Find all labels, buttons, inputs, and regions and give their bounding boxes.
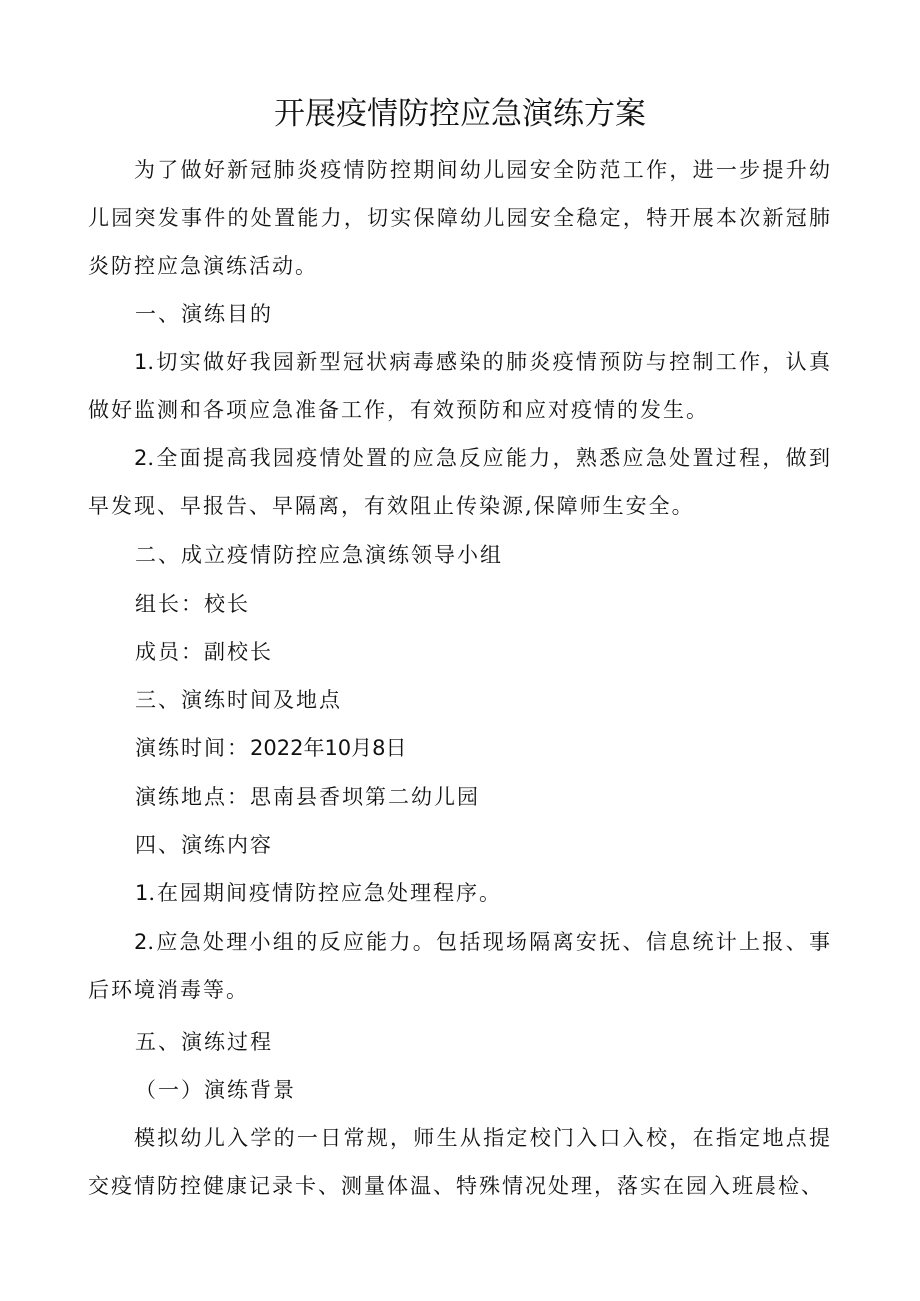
time-label: 演练时间： (135, 736, 250, 760)
members-line: 成员：副校长 (135, 640, 273, 664)
section1-item2-number: 2 (134, 446, 148, 470)
section4-heading: 四、演练内容 (135, 833, 273, 857)
background-paragraph: 模拟幼儿入学的一日常规，师生从指定校门入口入校，在指定地点提交疫情防控健康记录卡、测量体温、特殊情况处理，落实在园入班晨检、 (88, 1126, 832, 1198)
section5-heading: 五、演练过程 (135, 1030, 273, 1054)
place-line: 演练地点：思南县香坝第二幼儿园 (135, 785, 480, 809)
time-value: 2022年10月8日 (250, 736, 407, 760)
section4-item2 (88, 918, 832, 1014)
section4-item1 (135, 869, 502, 917)
section2-heading: 二、成立疫情防控应急演练领导小组 (135, 543, 503, 567)
section1-item1-text: .切实做好我园新型冠状病毒感染的肺炎疫情预防与控制工作，认真做好监测和各项应急准备工作，有效预防和应对疫情的发生。 (88, 350, 832, 422)
section3-heading: 三、演练时间及地点 (135, 688, 342, 712)
section1-item1-number: 1 (134, 350, 148, 374)
section4-item1-number: 1 (135, 881, 149, 905)
section4-item1-text: .在园期间疫情防控应急处理程序。 (148, 881, 503, 905)
leader-line: 组长：校长 (135, 592, 250, 616)
section4-item2-number: 2 (134, 930, 148, 954)
section1-item2-text: .全面提高我园疫情处置的应急反应能力，熟悉应急处置过程，做到早发现、早报告、早隔离，有效阻止传染源,保障师生安全。 (88, 446, 832, 518)
intro-paragraph: 为了做好新冠肺炎疫情防控期间幼儿园安全防范工作，进一步提升幼儿园突发事件的处置能力，切实保障幼儿园安全稳定，特开展本次新冠肺炎防控应急演练活动。 (88, 158, 832, 278)
document-title: 开展疫情防控应急演练方案 (274, 96, 646, 132)
section1-item1 (88, 338, 832, 434)
section4-item2-text: .应急处理小组的反应能力。包括现场隔离安抚、信息统计上报、事后环境消毒等。 (88, 930, 832, 1002)
subsection1-heading: （一）演练背景 (135, 1078, 296, 1102)
section1-item2 (88, 434, 832, 530)
section1-heading: 一、演练目的 (135, 302, 273, 326)
time-line (135, 724, 407, 772)
